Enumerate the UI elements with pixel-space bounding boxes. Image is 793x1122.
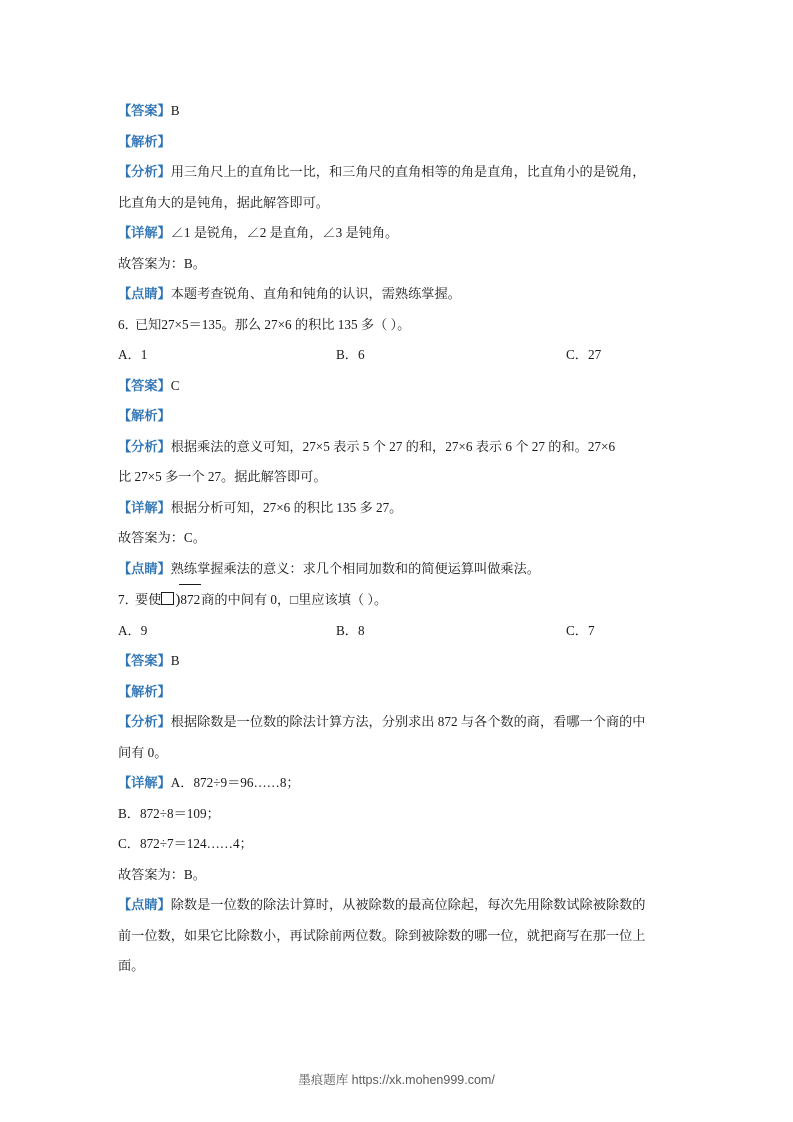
tip-line — [118, 279, 675, 310]
question-7-text-suffix: 商的中间有 0，□里应该填（ ）。 — [201, 592, 388, 607]
analysis-text-cont: 比直角大的是钝角，据此解答即可。 — [118, 194, 329, 210]
page-footer: 墨痕题库 https://xk.mohen999.com/ — [298, 1073, 495, 1087]
question-7-stem — [118, 584, 675, 616]
final-answer-line — [118, 523, 675, 554]
detail-line-b — [118, 799, 675, 830]
analysis-tag-line — [118, 677, 675, 708]
analysis-label: 【分析】 — [118, 714, 171, 729]
tip-text-3: 面。 — [118, 958, 145, 973]
question-6 — [118, 310, 675, 585]
analysis-tag: 【解析】 — [118, 408, 171, 423]
question-7 — [118, 584, 675, 982]
analysis-tag: 【解析】 — [118, 133, 171, 149]
detail-label: 【详解】 — [118, 225, 171, 240]
tip-line-2 — [118, 921, 675, 952]
tip-label: 【点睛】 — [118, 286, 171, 301]
question-7-option-c[interactable]: C．7 — [566, 622, 595, 638]
answer-value: C — [170, 377, 180, 393]
analysis-tag: 【解析】 — [118, 683, 171, 699]
tip-text: 熟练掌握乘法的意义：求几个相同加数和的简便运算叫做乘法。 — [170, 560, 540, 576]
final-answer-text: 故答案为：B。 — [118, 255, 206, 271]
answer-value: B — [170, 653, 180, 668]
question-7-number: 7． — [118, 592, 138, 607]
divisor-blank-box[interactable] — [161, 592, 174, 605]
analysis-text-cont: 比 27×5 多一个 27。据此解答即可。 — [118, 469, 327, 484]
long-division-expression — [161, 584, 201, 616]
answer-line — [118, 96, 675, 127]
question-7-options — [118, 616, 675, 647]
analysis-tag-line — [118, 127, 675, 158]
answer-tag: 【答案】 — [118, 653, 171, 668]
analysis-label: 【分析】 — [118, 164, 171, 179]
detail-label: 【详解】 — [118, 499, 171, 515]
question-6-option-a[interactable]: A．1 — [118, 347, 148, 362]
analysis-line-2 — [118, 462, 675, 493]
tip-label: 【点睛】 — [118, 560, 171, 576]
detail-line — [118, 493, 675, 524]
dividend-value: 872 — [179, 584, 201, 616]
analysis-line-1 — [118, 157, 675, 188]
answer-tag: 【答案】 — [118, 377, 171, 393]
analysis-line-2 — [118, 188, 675, 219]
question-6-text: 已知27×5＝135。那么 27×6 的积比 135 多（ ）。 — [135, 316, 411, 332]
answer-line — [118, 371, 675, 402]
answer-block-5 — [118, 96, 675, 310]
tip-line-3 — [118, 951, 675, 982]
answer-value: B — [170, 103, 180, 118]
detail-text: ∠1 是锐角，∠2 是直角，∠3 是钝角。 — [170, 225, 399, 240]
question-7-option-b[interactable]: B．8 — [336, 622, 365, 638]
answer-tag: 【答案】 — [118, 103, 171, 118]
analysis-text: 根据除数是一位数的除法计算方法，分别求出 872 与各个数的商，看哪一个商的中 — [170, 714, 646, 729]
question-6-option-b[interactable]: B．6 — [336, 347, 365, 362]
question-6-number: 6． — [118, 316, 138, 332]
tip-line — [118, 890, 675, 921]
question-7-option-a[interactable]: A．9 — [118, 622, 148, 638]
detail-text: A．872÷9＝96……8； — [170, 775, 300, 790]
detail-line — [118, 768, 675, 799]
analysis-line-1 — [118, 707, 675, 738]
final-answer-line — [118, 249, 675, 280]
tip-text: 本题考查锐角、直角和钝角的认识，需熟练掌握。 — [170, 286, 461, 301]
question-6-options — [118, 340, 675, 371]
tip-text: 除数是一位数的除法计算时，从被除数的最高位除起，每次先用除数试除被除数的 — [170, 897, 646, 912]
analysis-line-2 — [118, 738, 675, 769]
division-bracket-icon: ) — [175, 592, 181, 608]
final-answer-text: 故答案为：B。 — [118, 866, 206, 882]
detail-label: 【详解】 — [118, 775, 171, 790]
question-6-stem — [118, 310, 675, 341]
detail-line-c — [118, 829, 675, 860]
analysis-tag-line — [118, 401, 675, 432]
analysis-text-cont: 间有 0。 — [118, 744, 168, 760]
detail-text-c: C．872÷7＝124……4； — [118, 836, 253, 851]
tip-line — [118, 554, 675, 585]
question-7-text-prefix: 要使 — [135, 592, 162, 607]
detail-line — [118, 218, 675, 249]
final-answer-text: 故答案为：C。 — [118, 530, 206, 545]
final-answer-line — [118, 860, 675, 891]
analysis-label: 【分析】 — [118, 438, 171, 454]
tip-text-2: 前一位数，如果它比除数小，再试除前两位数。除到被除数的哪一位，就把商写在那一位上 — [118, 927, 646, 943]
answer-line — [118, 646, 675, 677]
detail-text: 根据分析可知，27×6 的积比 135 多 27。 — [170, 499, 403, 515]
detail-text-b: B．872÷8＝109； — [118, 805, 220, 821]
analysis-line-1 — [118, 432, 675, 463]
analysis-text: 根据乘法的意义可知，27×5 表示 5 个 27 的和，27×6 表示 6 个 27 的和。27×6 — [170, 438, 616, 454]
analysis-text: 用三角尺上的直角比一比，和三角尺的直角相等的角是直角，比直角小的是锐角， — [170, 164, 646, 179]
question-6-option-c[interactable]: C．27 — [566, 347, 602, 362]
tip-label: 【点睛】 — [118, 897, 171, 912]
